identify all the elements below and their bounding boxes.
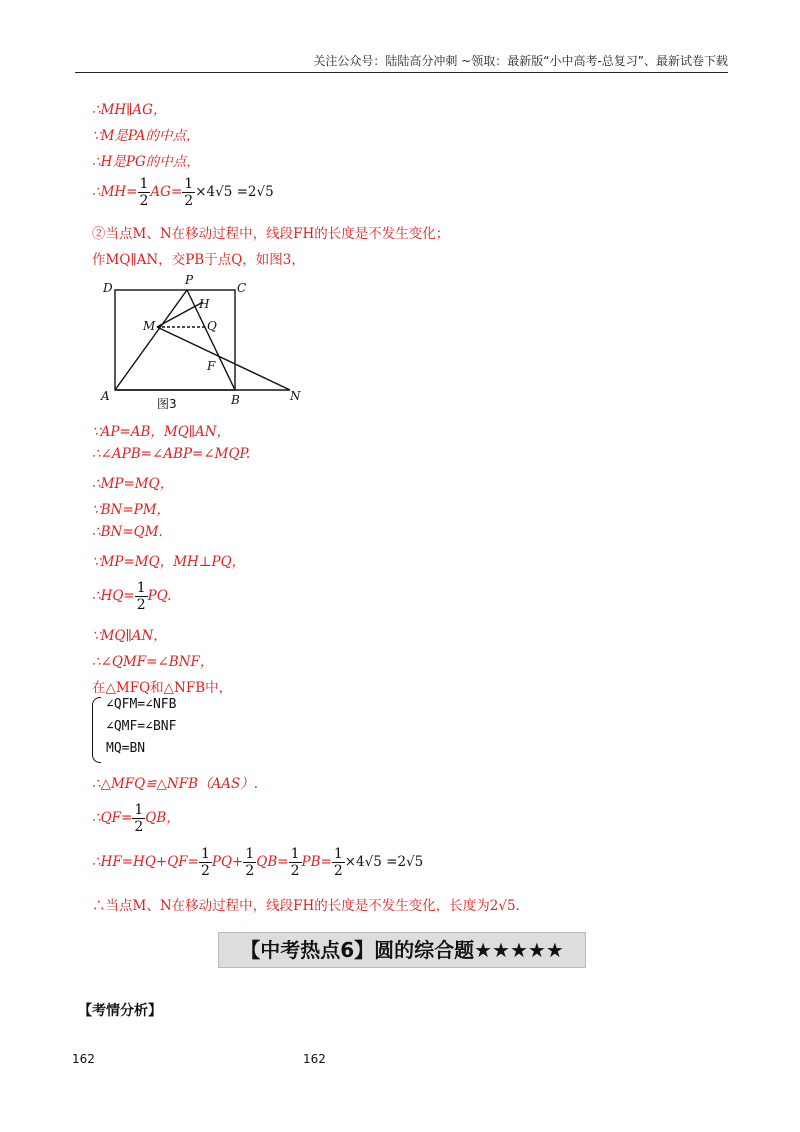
text: PQ+ <box>211 854 244 870</box>
figure-caption: 图3 <box>157 397 177 411</box>
proof-line <box>92 176 274 209</box>
text: ∴QF= <box>92 810 133 826</box>
page-number-center: 162 <box>303 1052 326 1066</box>
fraction: $\frac{1}{2}$ <box>290 846 300 879</box>
proof-line <box>92 580 171 613</box>
proof-line: 在△MFQ和△NFB中， <box>92 680 233 696</box>
fraction: $\frac{1}{2}$ <box>200 846 210 879</box>
system-row: ∠QFM=∠NFB <box>106 697 177 712</box>
proof-line: ∴MH∥AG， <box>92 102 167 118</box>
proof-line: ∴BN=QM. <box>92 524 163 540</box>
geometry-figure <box>95 272 315 412</box>
label-M: M <box>143 319 156 333</box>
proof-line: ∴MP=MQ， <box>92 476 174 492</box>
section-heading: 【中考热点6】圆的综合题★★★★★ <box>218 932 586 968</box>
system-row: MQ=BN <box>106 741 146 756</box>
label-A: A <box>101 389 110 403</box>
proof-line <box>92 802 180 835</box>
text: QB= <box>256 854 289 870</box>
subsection-heading: 【考情分析】 <box>78 1003 162 1019</box>
proof-line: ∵BN=PM， <box>92 502 171 518</box>
page-header: 关注公众号：陆陆高分冲刺 ~领取：最新版“小中高考-总复习”、最新试卷下载 <box>75 52 728 73</box>
proof-line: ∵MQ∥AN， <box>92 628 167 644</box>
text: QB， <box>145 810 180 826</box>
proof-line: ∵MP=MQ，MH⊥PQ， <box>92 554 246 570</box>
proof-line: 作MQ∥AN，交PB于点Q，如图3， <box>92 252 305 268</box>
text: ∴HF=HQ+QF= <box>92 854 199 870</box>
system-row: ∠QMF=∠BNF <box>106 719 177 734</box>
proof-line <box>92 846 423 879</box>
fraction: $\frac{1}{2}$ <box>139 176 149 209</box>
text: ∴MH= <box>92 184 138 200</box>
text: AG= <box>150 184 183 200</box>
label-D: D <box>103 281 113 295</box>
label-P: P <box>185 273 194 287</box>
text: PB= <box>301 854 332 870</box>
proof-line: ∴∠QMF=∠BNF， <box>92 654 214 670</box>
proof-line: ∴△MFQ≌△NFB（AAS）. <box>92 776 259 792</box>
proof-line: ②当点M、N在移动过程中，线段FH的长度是不发生变化； <box>92 226 450 242</box>
proof-line: ∴∠APB=∠ABP=∠MQP. <box>92 446 251 462</box>
label-Q: Q <box>207 319 217 333</box>
text: ×4√5 =2√5 <box>344 854 424 870</box>
page-number: 162 <box>72 1052 95 1066</box>
text: ×4√5 =2√5 <box>195 184 274 200</box>
equation-system <box>92 697 242 767</box>
label-C: C <box>237 281 247 295</box>
proof-line: ∵AP=AB，MQ∥AN， <box>92 424 231 440</box>
proof-line: ∵M是PA的中点， <box>92 128 200 144</box>
fraction: $\frac{1}{2}$ <box>184 176 194 209</box>
proof-line: ∴H是PG的中点， <box>92 154 200 170</box>
proof-line: ∴当点M、N在移动过程中，线段FH的长度是不发生变化，长度为2√5. <box>92 898 520 914</box>
fraction: $\frac{1}{2}$ <box>136 580 146 613</box>
brace <box>92 697 101 763</box>
fraction: $\frac{1}{2}$ <box>333 846 343 879</box>
text: ∴HQ= <box>92 588 135 604</box>
fraction: $\frac{1}{2}$ <box>134 802 144 835</box>
label-B: B <box>231 393 240 407</box>
fraction: $\frac{1}{2}$ <box>245 846 255 879</box>
text: PQ. <box>147 588 172 604</box>
label-N: N <box>290 389 301 403</box>
label-H: H <box>199 297 210 311</box>
label-F: F <box>207 359 216 373</box>
